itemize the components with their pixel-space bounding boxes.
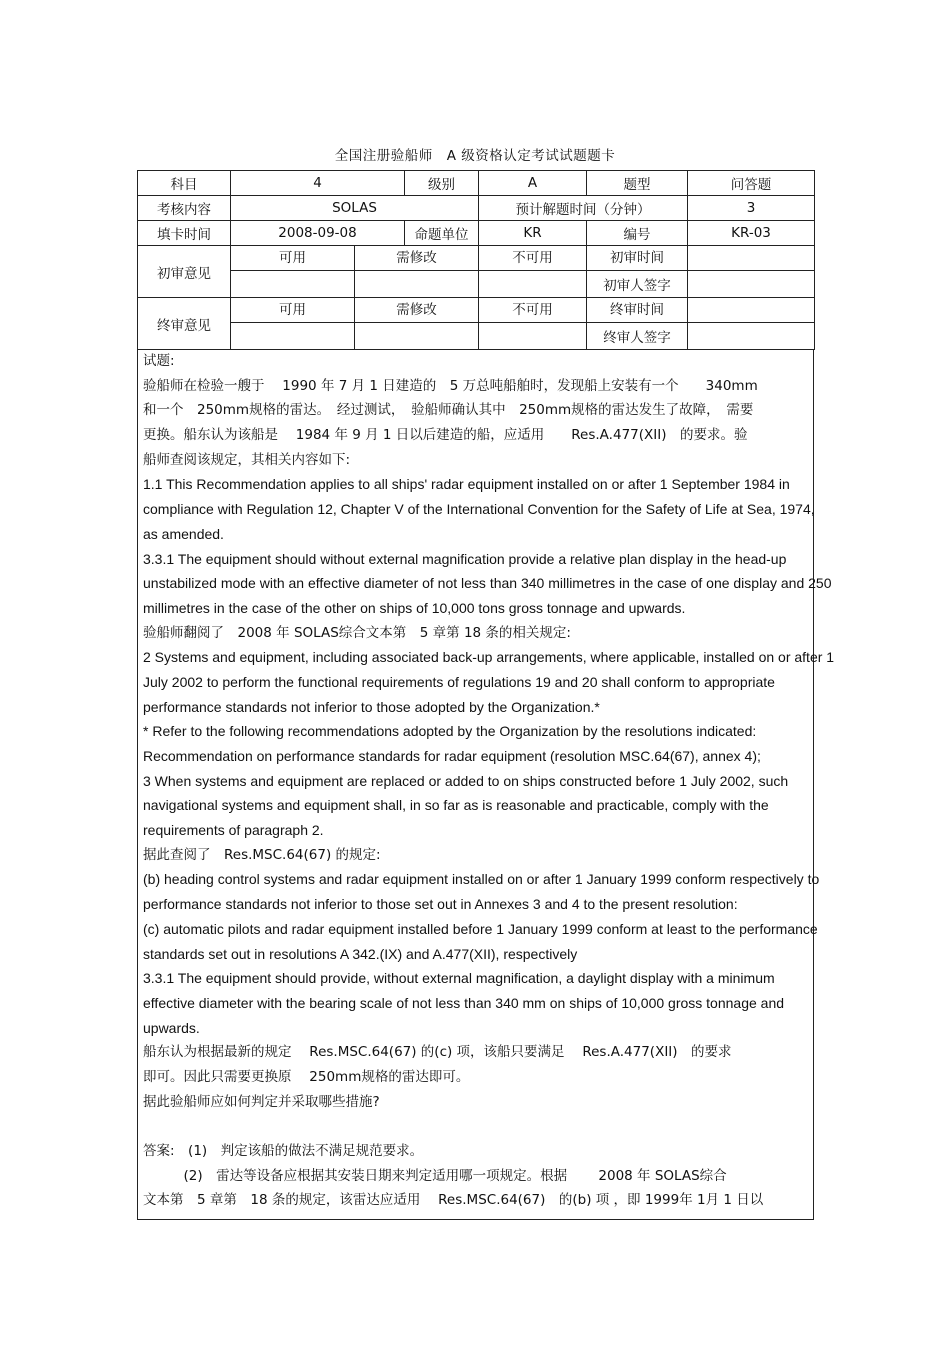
final-unusable-value [479,323,587,350]
question-line: 和一个 250mm规格的雷达。 经过测试， 验船师确认其中 250mm规格的雷达发生了故障， 需要 [143,402,754,419]
question-line: 据此验船师应如何判定并采取哪些措施? [143,1093,380,1110]
question-line: standards set out in resolutions A 342.(IX) and A.477(XII), respectively [143,945,578,962]
first-time-label: 初审时间 [587,246,688,271]
first-unusable-value [479,271,587,298]
time-label: 预计解题时间（分钟） [479,196,688,221]
level-value: A [479,171,587,196]
first-usable-value [231,271,355,298]
question-line: upwards. [143,1019,200,1036]
question-line: 3.3.1 The equipment should provide, without external magnification, a daylight display with a minimum [143,970,775,987]
type-label: 题型 [587,171,688,196]
first-sign-label: 初审人签字 [587,271,688,298]
question-line: effective diameter with the bearing scale of not less than 340 mm on ships of 10,000 gross tonnage and [143,994,785,1011]
first-usable: 可用 [231,246,355,271]
final-needs-edit-value [355,323,479,350]
date-value: 2008-09-08 [231,221,405,246]
answer-line: 答案: (1) 判定该船的做法不满足规范要求。 [143,1143,424,1159]
final-time-label: 终审时间 [587,298,688,323]
type-value: 问答题 [688,171,815,196]
date-label: 填卡时间 [138,221,231,246]
answer-line: 文本第 5 章第 18 条的规定，该雷达应适用 Res.MSC.64(67) 的(b) 项 ，即 1999年 1月 1 日以 [143,1192,764,1209]
first-unusable: 不可用 [479,246,587,271]
question-line: 船东认为根据最新的规定 Res.MSC.64(67) 的(c) 项，该船只要满足 Res.A.477(XII) 的要求 [143,1044,732,1061]
final-usable-value [231,323,355,350]
code-value: KR-03 [688,221,815,246]
question-line: July 2002 to perform the functional requirements of regulations 19 and 20 shall conform to appropriate [143,673,775,690]
page-title: 全国注册验船师 A 级资格认定考试试题题卡 [334,148,616,164]
unit-value: KR [479,221,587,246]
level-label: 级别 [405,171,479,196]
unit-label: 命题单位 [405,221,479,246]
first-needs-edit-value [355,271,479,298]
question-line: 试题: [143,353,175,369]
answer-line: (2) 雷达等设备应根据其安装日期来判定适用哪一项规定。根据 2008 年 SOLAS综合 [143,1167,727,1184]
question-line: * Refer to the following recommendations adopted by the Organization by the resolutions indicated: [143,723,757,740]
question-line: 更换。船东认为该船是 1984 年 9 月 1 日以后建造的船，应适用 Res.A.477(XII) 的要求。验 [143,427,748,444]
final-review-label: 终审意见 [138,298,231,350]
question-line: Recommendation on performance standards for radar equipment (resolution MSC.64(67), annex 4); [143,748,761,764]
content-value: SOLAS [231,196,479,221]
code-label: 编号 [587,221,688,246]
first-sign-value [688,271,815,298]
question-line: unstabilized mode with an effective diameter of not less than 340 millimetres in the case of one display and 250 [143,575,832,592]
content-label: 考核内容 [138,196,231,221]
question-line: 2 Systems and equipment, including associated back-up arrangements, where applicable, installed on or after 1 [143,649,835,666]
question-line: 1.1 This Recommendation applies to all ships' radar equipment installed on or after 1 September 1984 in [143,476,790,493]
question-line: requirements of paragraph 2. [143,822,324,839]
question-line: 据此查阅了 Res.MSC.64(67) 的规定: [143,846,381,863]
question-line: 3 When systems and equipment are replaced or added to on ships constructed before 1 July 2002, such [143,772,789,789]
question-line: millimetres in the case of the other on ships of 10,000 tons gross tonnage and upwards. [143,599,686,616]
final-needs-edit: 需修改 [355,298,479,323]
subject-label: 科目 [138,171,231,196]
subject-value: 4 [231,171,405,196]
question-line: 船师查阅该规定，其相关内容如下: [143,451,351,468]
final-sign-value [688,323,815,350]
question-line: performance standards not inferior to those adopted by the Organization.* [143,698,600,715]
final-usable: 可用 [231,298,355,323]
question-line: 即可。因此只需要更换原 250mm规格的雷达即可。 [143,1068,470,1085]
question-line: as amended. [143,525,224,542]
question-line: (c) automatic pilots and radar equipment installed before 1 January 1999 conform at least to the performance [143,920,818,937]
question-line: 验船师翻阅了 2008 年 SOLAS综合文本第 5 章第 18 条的相关规定: [143,624,571,641]
final-unusable: 不可用 [479,298,587,323]
exam-card-table [137,170,815,350]
question-line: navigational systems and equipment shall, in so far as is reasonable and practicable, comply with the [143,797,769,814]
first-time-value [688,246,815,271]
final-time-value [688,298,815,323]
time-value: 3 [688,196,815,221]
question-line: 验船师在检验一艘于 1990 年 7 月 1 日建造的 5 万总吨船舶时，发现船上安装有一个 340mm [143,377,758,394]
question-content [143,349,878,1213]
final-sign-label: 终审人签字 [587,323,688,350]
question-line: performance standards not inferior to those set out in Annexes 3 and 4 to the present resolution: [143,896,738,913]
question-line: compliance with Regulation 12, Chapter V of the International Convention for the Safety of Life at Sea, 1974, [143,501,815,518]
question-line: (b) heading control systems and radar equipment installed on or after 1 January 1999 conform respectively to [143,871,820,888]
question-line: 3.3.1 The equipment should without external magnification provide a relative plan display in the head-up [143,550,787,567]
first-needs-edit: 需修改 [355,246,479,271]
blank-line [143,1114,878,1139]
first-review-label: 初审意见 [138,246,231,298]
